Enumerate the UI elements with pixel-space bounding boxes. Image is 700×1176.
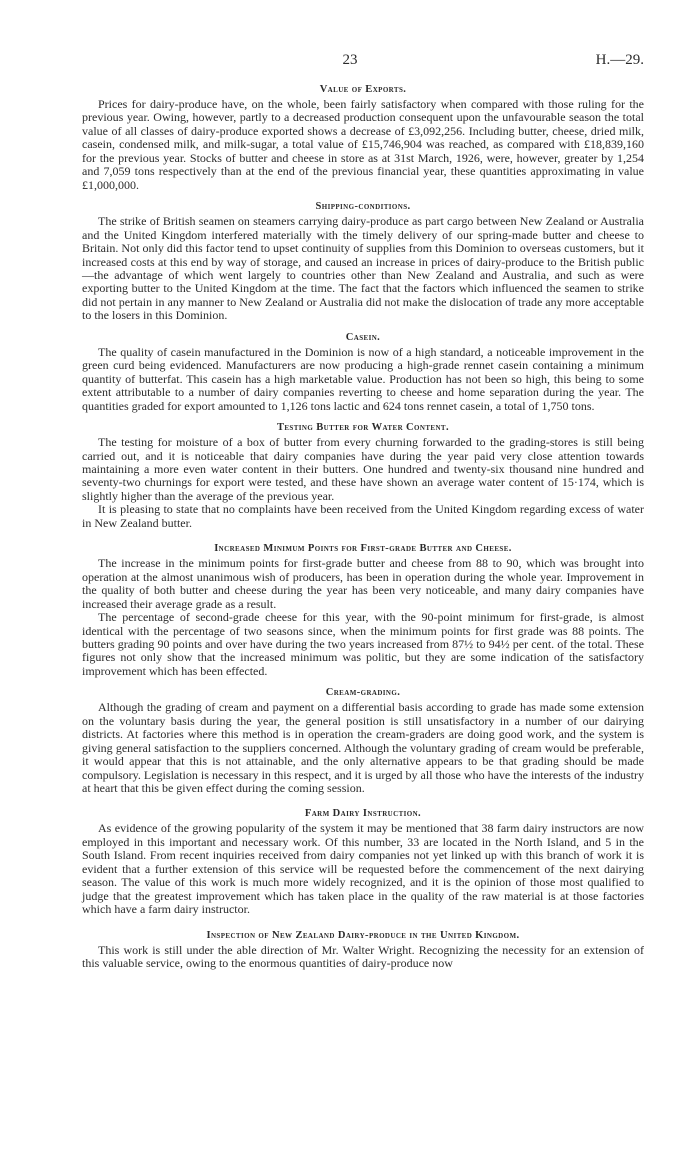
paragraph: The testing for moisture of a box of butter from every churning forwarded to the grading-stores is still being carried out, and it is noticeable that dairy companies have during the year paid very close attention towards maintaining a more even water content in their butters. One hundred and twenty-six thousand nine hundred and seventy-two churnings for export were tested, and these have shown an average water content of 15·174, which is slightly higher than the average of the previous year. [82, 435, 644, 503]
paragraph: The quality of casein manufactured in the Dominion is now of a high standard, a noticeable improvement in the green curd being evidenced. Manufacturers are now producing a high-grade rennet casein containing a minimum quantity of butterfat. This casein has a high marketable value. Production has not been so high, this being to some extent attributable to a number of dairy companies reverting to cheese and home separation during the year. The quantities graded for export amounted to 1,126 tons lactic and 624 tons rennet casein, a total of 1,750 tons. [82, 344, 644, 413]
paragraph: It is pleasing to state that no complaints have been received from the United Kingdom regarding excess of water in New Zealand butter. [82, 502, 644, 530]
section-heading-cream-grading: Cream-grading. [325, 687, 401, 699]
section-heading-value-of-exports: Value of Exports. [319, 84, 407, 95]
document-reference: H.—29. [595, 52, 644, 68]
section-heading-farm-dairy-instruction: Farm Dairy Instruction. [304, 808, 422, 820]
paragraph: Prices for dairy-produce have, on the whole, been fairly satisfactory when compared with those ruling for the previous year. Owing, however, partly to a decreased production consequent upon the unfavourable season the total value of all classes of dairy-produce exported shows a decrease of £3,092,256. Including butter, cheese, dried milk, casein, condensed milk, and milk-sugar, a total value of £15,746,904 was reached, as compared with £18,839,160 for the previous year. Stocks of butter and cheese in store as at 31st March, 1926, were, however, greater by 1,254 and 7,059 tons respectively than at the end of the previous financial year, these quantities approximating in value £1,000,000. [82, 97, 644, 192]
page-header [0, 52, 700, 72]
paragraph: This work is still under the able direction of Mr. Walter Wright. Recognizing the necessity for an extension of this valuable service, owing to the enormous quantities of dairy-produce now [82, 942, 644, 971]
paragraph: The strike of British seamen on steamers carrying dairy-produce as part cargo between New Zealand or Australia and the United Kingdom interfered materially with the timely delivery of our spring-made butter and cheese to Britain. Not only did this factor tend to upset continuity of supplies from this Dominion to overseas customers, but it increased costs at this end by way of storage, and caused an increase in prices of dairy-produce to the British public—the advantage of which went largely to countries other than New Zealand and Australia, and such as were exporting butter to the United Kingdom at the time. The fact that the factors which influenced the seamen to strike did not pertain in any manner to New Zealand or Australia did not make the dislocation of trade any more acceptable to the losers in this Dominion. [82, 214, 644, 323]
page-body [82, 82, 644, 971]
paragraph: The increase in the minimum points for first-grade butter and cheese from 88 to 90, which was brought into operation at the almost unanimous wish of producers, has been in operation during the whole year. Improvement in the quality of both butter and cheese during the year has been very noticeable, and many dairy companies have increased their average grade as a result. [82, 556, 644, 611]
section-heading-casein: Casein. [345, 331, 381, 343]
paragraph: Although the grading of cream and payment on a differential basis according to grade has made some extension on the voluntary basis during the year, the general position is still unsatisfactory in a number of our dairying districts. At factories where this method is in operation the cream-graders are doing good work, and the system is giving general satisfaction to the suppliers concerned. Although the voluntary grading of cream would be preferable, it would appear that this is not attainable, and the only alternative appears to be that grading should be made compulsory. Legislation is necessary in this respect, and it is urged by all those who have the interests of the industry at heart that this be given effect during the coming session. [82, 700, 644, 796]
page-number: 23 [342, 52, 358, 68]
section-heading-increased-minimum-points: Increased Minimum Points for First-grade Butter and Cheese. [214, 543, 512, 555]
section-heading-shipping-conditions: Shipping-conditions. [315, 201, 411, 213]
section-heading-inspection-united-kingdom: Inspection of New Zealand Dairy-produce in the United Kingdom. [206, 929, 520, 941]
section-heading-testing-butter: Testing Butter for Water Content. [276, 422, 450, 434]
paragraph: As evidence of the growing popularity of the system it may be mentioned that 38 farm dairy instructors are now employed in this important and necessary work. Of this number, 33 are located in the North Island, and 5 in the South Island. From recent inquiries received from dairy companies not yet linked up with this branch of work it is evident that a further extension of this service will be requested before the commencement of the next dairying season. The value of this work is much more widely recognized, and it is the opinion of those most qualified to judge that the greatest improvement which has taken place in the quality of the raw material is at those factories which have a farm dairy instructor. [82, 821, 644, 917]
paragraph: The percentage of second-grade cheese for this year, with the 90-point minimum for first-grade, is almost identical with the percentage of two seasons since, when the minimum points for first grade was 88 points. The butters grading 90 points and over have during the two years increased from 87½ to 94½ per cent. of the total. These figures not only show that the increased minimum was politic, but they are some indication of the satisfactory improvement which has been effected. [82, 610, 644, 678]
